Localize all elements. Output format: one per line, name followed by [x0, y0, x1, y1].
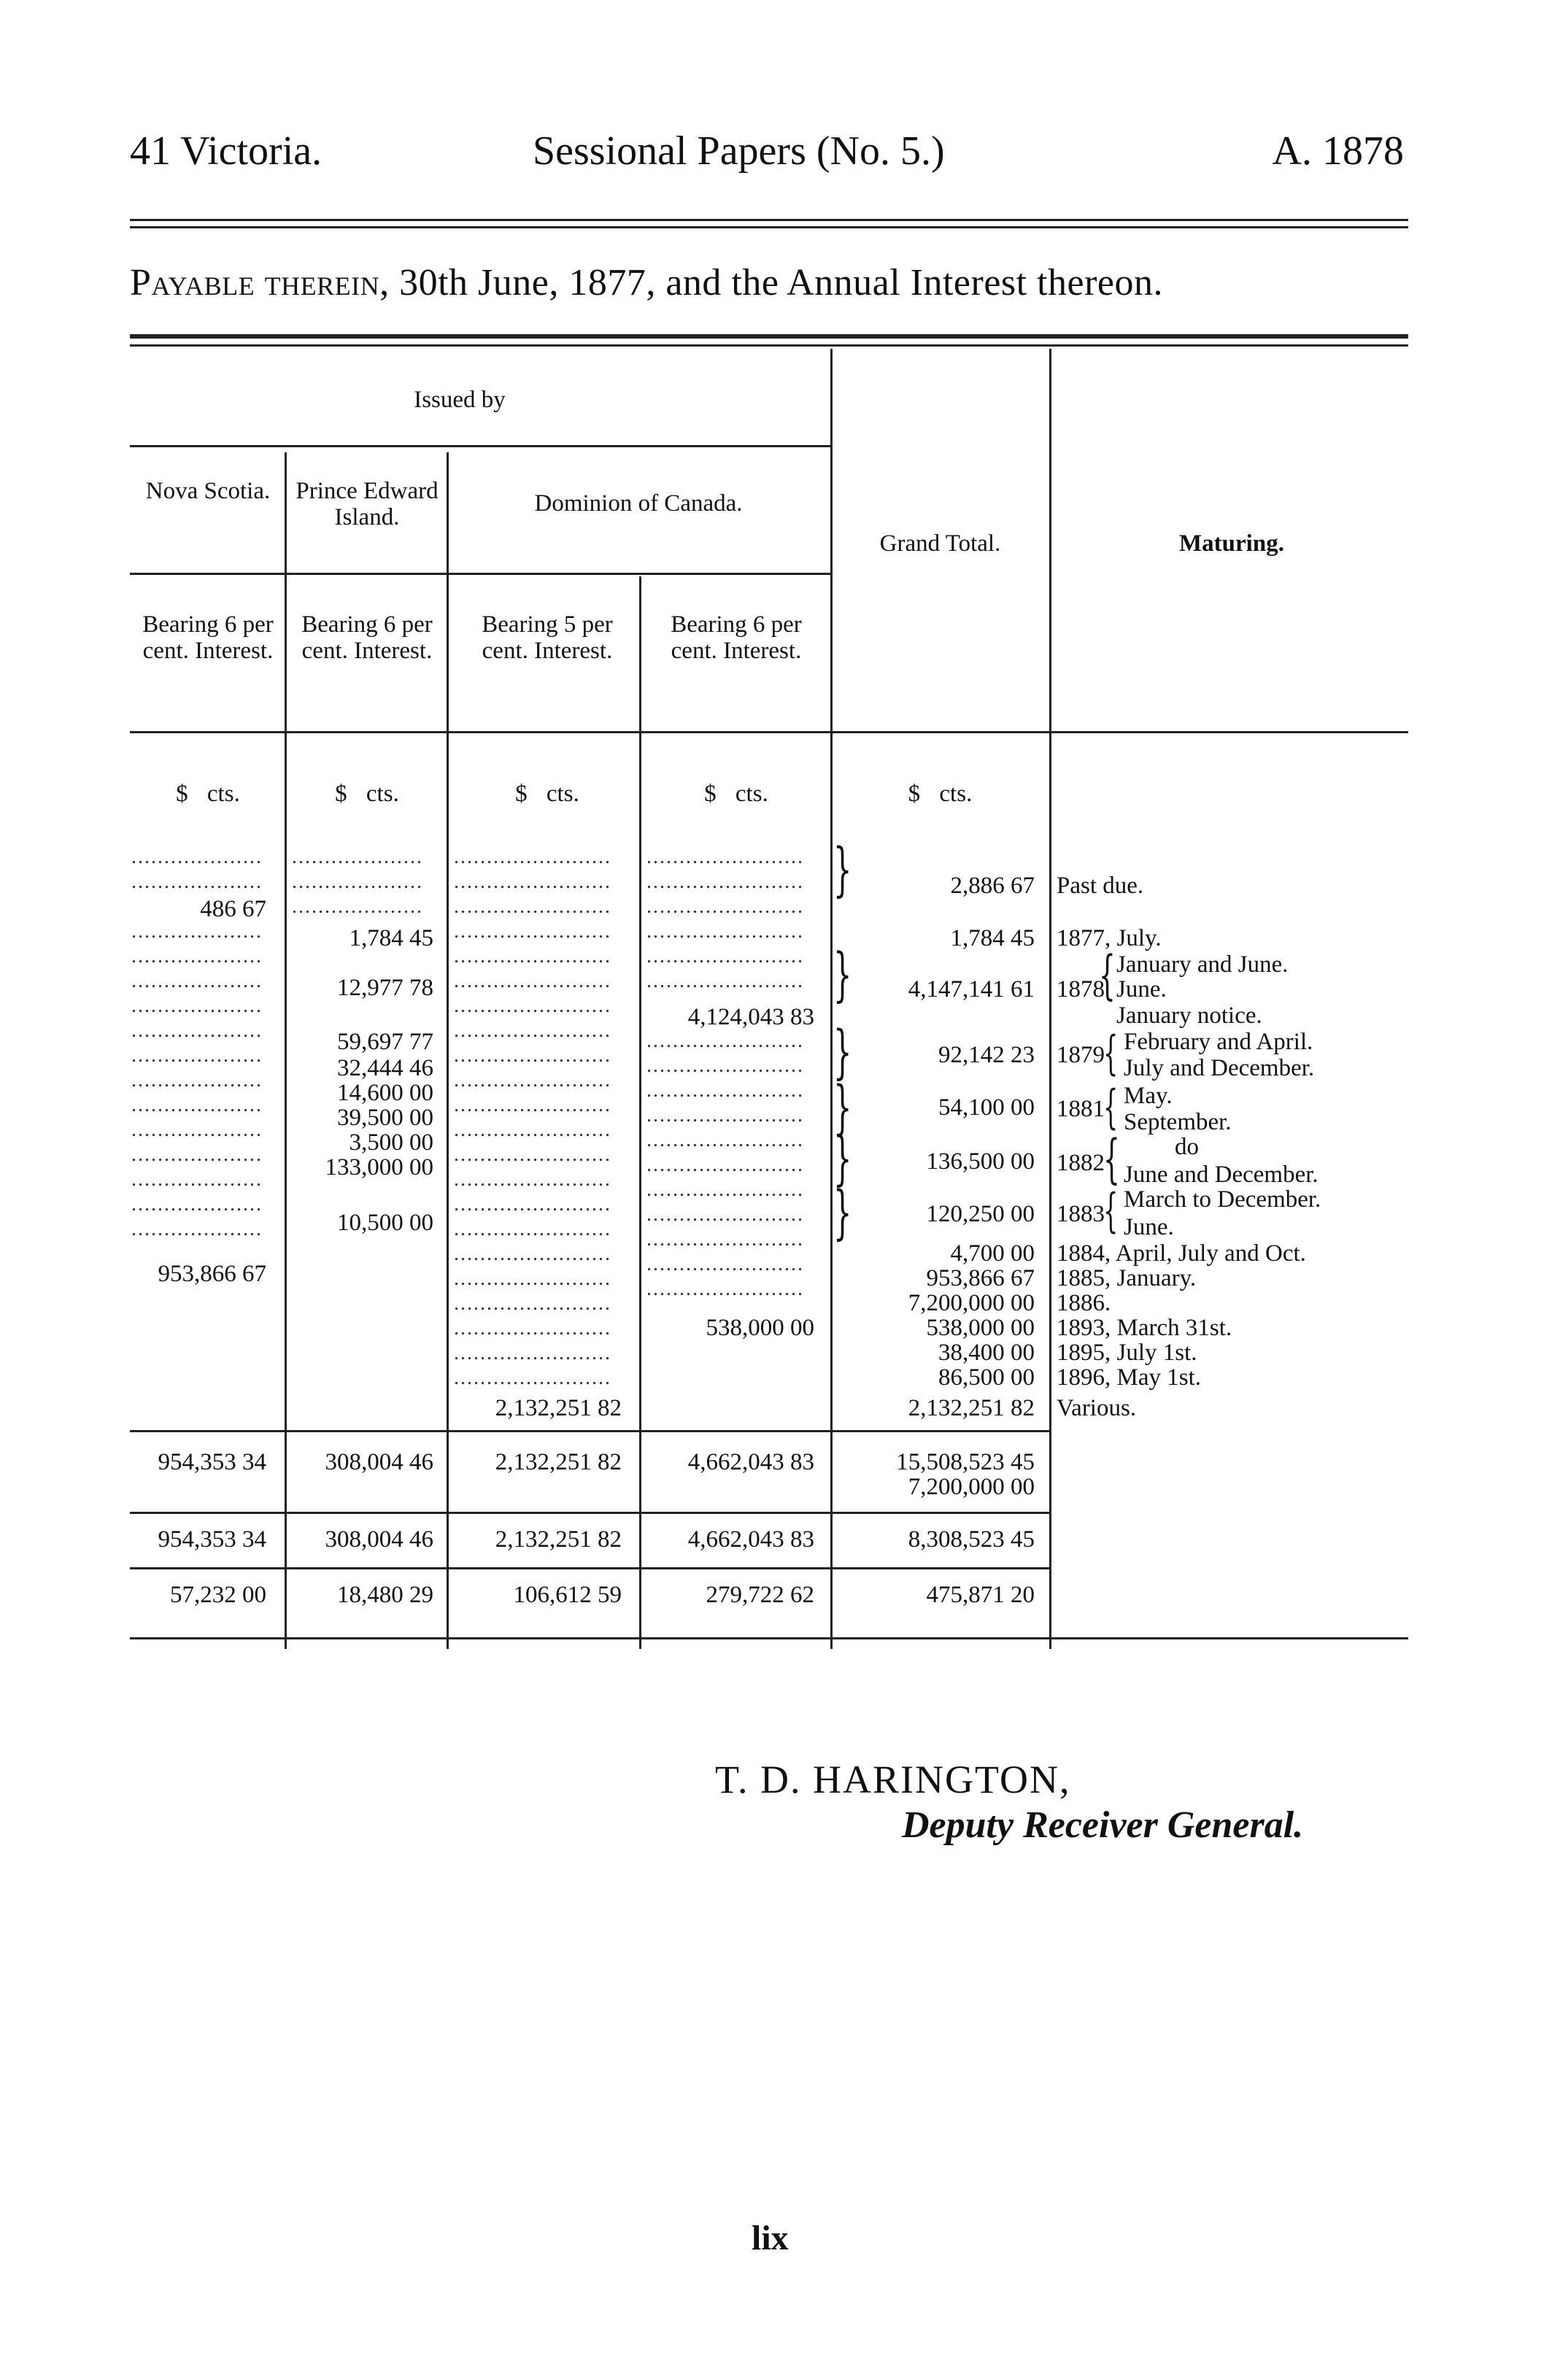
grand-value: 54,100 00 — [938, 1094, 1035, 1121]
net-grand: 8,308,523 45 — [908, 1526, 1035, 1553]
net-pei: 308,004 46 — [325, 1526, 433, 1553]
col-divider — [830, 349, 833, 1649]
col-divider — [285, 452, 287, 1649]
unit-label: $ cts. — [908, 781, 973, 807]
col-divider — [639, 576, 641, 1649]
header-title: Sessional Papers (No. 5.) — [533, 128, 945, 174]
grand-value: 120,250 00 — [926, 1201, 1035, 1227]
interest-dom6: 279,722 62 — [706, 1582, 814, 1608]
grand-value: 2,132,251 82 — [908, 1395, 1035, 1421]
caption-rule — [130, 334, 1408, 339]
net-ns: 954,353 34 — [158, 1526, 266, 1553]
ns-rate-header: Bearing 6 per cent. Interest. — [142, 611, 274, 664]
unit-label: $ cts. — [515, 781, 579, 807]
nova-scotia-header: Nova Scotia. — [145, 478, 271, 504]
total-pei: 308,004 46 — [325, 1449, 433, 1475]
grand-value: 7,200,000 00 — [908, 1290, 1035, 1316]
maturing-entry: Various. — [1057, 1395, 1137, 1421]
pei-value: 1,784 45 — [349, 925, 433, 951]
dom6-rate-header: Bearing 6 per cent. Interest. — [671, 611, 802, 664]
unit-label: $ cts. — [704, 781, 768, 807]
interest-ns: 57,232 00 — [170, 1582, 266, 1608]
grand-value: 86,500 00 — [938, 1364, 1035, 1391]
header-rule-2 — [130, 226, 1408, 228]
grand-total-header: Grand Total. — [879, 530, 1001, 557]
net-dom5: 2,132,251 82 — [495, 1526, 622, 1553]
maturing-entry: 1877, July. — [1057, 925, 1162, 951]
maturing-entry: 1882 — [1057, 1150, 1105, 1176]
pei-header: Prince Edward Island. — [296, 478, 439, 530]
maturing-entry: 1878 — [1057, 976, 1105, 1002]
ns-value: 486 67 — [200, 896, 266, 922]
brace-icon: } — [833, 1018, 852, 1086]
brace-icon: } — [833, 940, 852, 1008]
row-divider — [130, 1430, 1049, 1432]
total-grand-deduction: 7,200,000 00 — [908, 1474, 1035, 1500]
maturing-entry: 1883 — [1057, 1201, 1105, 1227]
caption-rule-2 — [130, 344, 1408, 347]
maturing-entry: 1886. — [1057, 1290, 1111, 1316]
total-dom5: 2,132,251 82 — [495, 1449, 622, 1475]
pei-value: 59,697 77 — [337, 1029, 433, 1055]
maturing-entry: 1896, May 1st. — [1057, 1364, 1201, 1391]
pei-value: 3,500 00 — [349, 1129, 433, 1156]
brace-icon: { — [1103, 1081, 1119, 1135]
dotted-leaders: ........................ ........................ ........................ ........................ ........................ ........................ ........................ ........................ ........................ ........................ ........................ ........................ ........................ ........................ ........................ ........................ ........................ ........................ ........................ ........................ ........................ ........................ — [454, 846, 611, 1389]
brace-icon: } — [833, 1073, 852, 1141]
row-divider — [130, 573, 830, 575]
dom5-value: 2,132,251 82 — [495, 1395, 622, 1421]
maturing-entry: 1881 — [1057, 1096, 1105, 1122]
maturing-entry: January and June. — [1116, 951, 1289, 978]
row-divider — [130, 731, 1408, 733]
unit-label: $ cts. — [335, 781, 399, 807]
grand-value: 2,886 67 — [950, 873, 1035, 899]
maturing-entry: 1879 — [1057, 1042, 1105, 1068]
page-number: lix — [752, 2219, 789, 2257]
caption-lead: Payable therein, — [130, 262, 390, 304]
maturing-entry: March to December. — [1124, 1186, 1321, 1213]
grand-value: 38,400 00 — [938, 1340, 1035, 1366]
brace-icon: { — [1099, 944, 1116, 1005]
maturing-entry: May. — [1124, 1083, 1173, 1109]
signature-name: T. D. HARINGTON, — [715, 1758, 1071, 1801]
total-grand: 15,508,523 45 — [896, 1449, 1035, 1475]
brace-icon: { — [1103, 1128, 1120, 1189]
dotted-leaders: ........................ ........................ ........................ ........................ ........................ ........................ — [646, 846, 804, 992]
grand-value: 538,000 00 — [926, 1315, 1035, 1341]
row-divider — [130, 1512, 1049, 1514]
pei-value: 39,500 00 — [337, 1105, 433, 1131]
maturing-entry: June. — [1124, 1214, 1174, 1240]
dotted-leaders: .................... .................... .................... — [292, 846, 423, 918]
pei-value: 133,000 00 — [325, 1154, 433, 1181]
grand-value: 4,700 00 — [950, 1240, 1035, 1267]
dotted-leaders: .................... .................... .................... .................... .................... .................... .................... .................... .................... .................... .................... .................... .................... .................... .................... — [131, 846, 263, 1240]
net-dom6: 4,662,043 83 — [687, 1526, 814, 1553]
maturing-entry: September. — [1124, 1109, 1232, 1135]
table-bottom-rule — [130, 1637, 1408, 1639]
signature-title: Deputy Receiver General. — [902, 1804, 1304, 1846]
row-divider — [130, 1567, 1049, 1569]
pei-value: 14,600 00 — [337, 1080, 433, 1106]
unit-label: $ cts. — [176, 781, 240, 807]
grand-value: 953,866 67 — [926, 1265, 1035, 1291]
dotted-leaders: ........................ ........................ ........................ ........................ ........................ ........................ ........................ ........................ ........................ ........................ ........................ — [646, 1029, 804, 1300]
issued-by-header: Issued by — [414, 387, 506, 413]
maturing-entry: June and December. — [1124, 1162, 1318, 1188]
header-session: 41 Victoria. — [130, 128, 323, 174]
maturing-entry: Past due. — [1057, 873, 1144, 899]
total-dom6: 4,662,043 83 — [687, 1449, 814, 1475]
maturing-entry: 1884, April, July and Oct. — [1057, 1240, 1306, 1267]
col-divider — [1049, 349, 1051, 1649]
ns-value: 953,866 67 — [158, 1261, 266, 1287]
brace-icon: } — [833, 835, 852, 903]
maturing-entry: July and December. — [1124, 1055, 1315, 1081]
maturing-header: Maturing. — [1179, 530, 1284, 557]
interest-grand: 475,871 20 — [926, 1582, 1035, 1608]
pei-value: 12,977 78 — [337, 975, 433, 1001]
grand-value: 92,142 23 — [938, 1042, 1035, 1068]
maturing-entry: 1885, January. — [1057, 1265, 1197, 1291]
maturing-entry: do — [1175, 1134, 1199, 1160]
maturing-entry: June. — [1116, 976, 1167, 1002]
caption-rest: 30th June, 1877, and the Annual Interest thereon. — [389, 262, 1164, 304]
header-rule — [130, 219, 1408, 221]
pei-rate-header: Bearing 6 per cent. Interest. — [301, 611, 433, 664]
brace-icon: { — [1103, 1184, 1119, 1238]
interest-dom5: 106,612 59 — [513, 1582, 622, 1608]
dom6-value: 538,000 00 — [706, 1315, 814, 1341]
grand-value: 136,500 00 — [926, 1148, 1035, 1175]
brace-icon: } — [833, 1124, 852, 1192]
pei-value: 10,500 00 — [337, 1210, 433, 1236]
brace-icon: { — [1103, 1027, 1119, 1081]
maturing-entry: 1893, March 31st. — [1057, 1315, 1232, 1341]
dominion-header: Dominion of Canada. — [534, 490, 743, 517]
brace-icon: } — [833, 1178, 852, 1246]
maturing-entry: January notice. — [1116, 1002, 1262, 1029]
total-ns: 954,353 34 — [158, 1449, 266, 1475]
dom6-value: 4,124,043 83 — [687, 1004, 814, 1030]
maturing-entry: February and April. — [1124, 1029, 1313, 1055]
maturing-entry: 1895, July 1st. — [1057, 1340, 1197, 1366]
dom5-rate-header: Bearing 5 per cent. Interest. — [482, 611, 613, 664]
grand-value: 4,147,141 61 — [908, 976, 1035, 1002]
header-year: A. 1878 — [1272, 128, 1404, 174]
table-caption — [130, 261, 1163, 304]
interest-pei: 18,480 29 — [337, 1582, 433, 1608]
row-divider — [130, 445, 830, 447]
col-divider — [447, 452, 449, 1649]
grand-value: 1,784 45 — [950, 925, 1035, 951]
pei-value: 32,444 46 — [337, 1055, 433, 1081]
